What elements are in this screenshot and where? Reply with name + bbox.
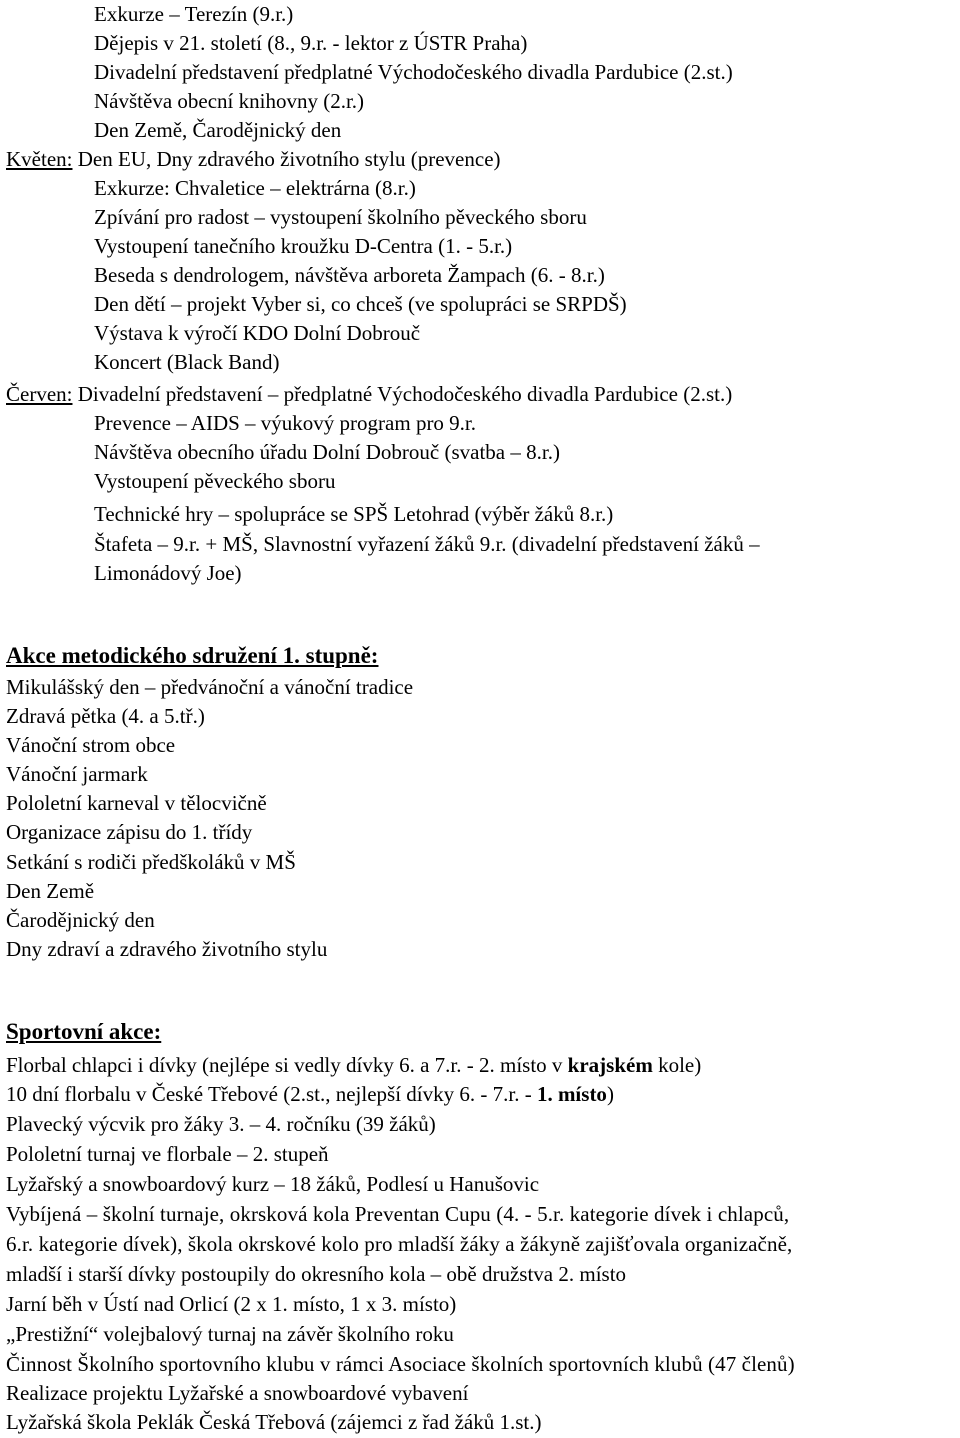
list-item: 6.r. kategorie dívek), škola okrskové kolo pro mladší žáky a žákyně zajišťovala organizačně, bbox=[6, 1232, 793, 1256]
program-line: Beseda s dendrologem, návštěva arboreta Žampach (6. - 8.r.) bbox=[94, 263, 605, 287]
program-line: Zpívání pro radost – vystoupení školního pěveckého sboru bbox=[94, 205, 587, 229]
list-item: Vánoční jarmark bbox=[6, 762, 148, 786]
program-line: Divadelní představení předplatné Východočeského divadla Pardubice (2.st.) bbox=[94, 60, 733, 84]
program-line: Den EU, Dny zdravého životního stylu (prevence) bbox=[72, 147, 501, 171]
list-item: Mikulášský den – předvánoční a vánoční tradice bbox=[6, 675, 414, 699]
list-item: mladší i starší dívky postoupily do okresního kola – obě družstva 2. místo bbox=[6, 1262, 627, 1286]
program-line: Výstava k výročí KDO Dolní Dobrouč bbox=[94, 321, 421, 345]
list-item bbox=[6, 1051, 701, 1080]
list-item: Den Země bbox=[6, 879, 95, 903]
list-item: Činnost Školního sportovního klubu v rámci Asociace školních sportovních klubů (47 členů) bbox=[6, 1352, 795, 1376]
list-item: Pololetní karneval v tělocvičně bbox=[6, 791, 267, 815]
list-item: Zdravá pětka (4. a 5.tř.) bbox=[6, 704, 205, 728]
program-line: Koncert (Black Band) bbox=[94, 350, 280, 374]
program-line: Technické hry – spolupráce se SPŠ Letohrad (výběr žáků 8.r.) bbox=[94, 502, 614, 526]
list-item bbox=[6, 1080, 614, 1109]
list-item: Dny zdraví a zdravého životního stylu bbox=[6, 937, 328, 961]
program-line: Návštěva obecní knihovny (2.r.) bbox=[94, 89, 365, 113]
program-line: Vystoupení pěveckého sboru bbox=[94, 469, 336, 493]
program-line: Den Země, Čarodějnický den bbox=[94, 118, 342, 142]
program-line: Prevence – AIDS – výukový program pro 9.r. bbox=[94, 411, 477, 435]
month-row-cerven bbox=[6, 380, 732, 409]
program-line: Vystoupení tanečního kroužku D-Centra (1. - 5.r.) bbox=[94, 234, 513, 258]
section-heading-sport: Sportovní akce: bbox=[6, 1019, 162, 1044]
list-item-text: 10 dní florbalu v České Třebové (2.st., nejlepší dívky 6. - 7.r. - bbox=[6, 1082, 537, 1106]
list-item-text: Florbal chlapci i dívky (nejlépe si vedly dívky 6. a 7.r. - 2. místo v bbox=[6, 1053, 568, 1077]
list-item: Vybíjená – školní turnaje, okrsková kola Preventan Cupu (4. - 5.r. kategorie dívek i chlapců, bbox=[6, 1202, 790, 1226]
list-item: Lyžařský a snowboardový kurz – 18 žáků, Podlesí u Hanušovic bbox=[6, 1172, 540, 1196]
program-line: Dějepis v 21. století (8., 9.r. - lektor z ÚSTR Praha) bbox=[94, 31, 528, 55]
list-item-text: kole) bbox=[652, 1053, 702, 1077]
month-label-cerven: Červen: bbox=[6, 382, 73, 406]
program-line: Štafeta – 9.r. + MŠ, Slavnostní vyřazení žáků 9.r. (divadelní představení žáků – bbox=[94, 532, 760, 556]
program-line: Exkurze: Chvaletice – elektrárna (8.r.) bbox=[94, 176, 416, 200]
list-item: Realizace projektu Lyžařské a snowboardové vybavení bbox=[6, 1381, 469, 1405]
program-line: Den dětí – projekt Vyber si, co chceš (ve spolupráci se SRPDŠ) bbox=[94, 292, 627, 316]
month-label-kveten: Květen: bbox=[6, 147, 73, 171]
list-item: „Prestižní“ volejbalový turnaj na závěr školního roku bbox=[6, 1322, 454, 1346]
program-line: Limonádový Joe) bbox=[94, 561, 242, 585]
list-item-emphasis: 1. místo bbox=[536, 1082, 607, 1106]
list-item: Jarní běh v Ústí nad Orlicí (2 x 1. místo, 1 x 3. místo) bbox=[6, 1292, 457, 1316]
list-item: Čarodějnický den bbox=[6, 908, 155, 932]
list-item: Organizace zápisu do 1. třídy bbox=[6, 820, 253, 844]
month-row-kveten bbox=[6, 145, 501, 174]
list-item: Pololetní turnaj ve florbale – 2. stupeň bbox=[6, 1142, 329, 1166]
list-item-text: ) bbox=[606, 1082, 614, 1106]
list-item: Setkání s rodiči předškoláků v MŠ bbox=[6, 850, 296, 874]
list-item: Plavecký výcvik pro žáky 3. – 4. ročníku (39 žáků) bbox=[6, 1112, 436, 1136]
program-line: Návštěva obecního úřadu Dolní Dobrouč (svatba – 8.r.) bbox=[94, 440, 560, 464]
list-item-emphasis: krajském bbox=[567, 1053, 653, 1077]
list-item: Vánoční strom obce bbox=[6, 733, 176, 757]
program-line: Divadelní představení – předplatné Východočeského divadla Pardubice (2.st.) bbox=[72, 382, 733, 406]
program-line: Exkurze – Terezín (9.r.) bbox=[94, 2, 294, 26]
section-heading-metodicke: Akce metodického sdružení 1. stupně: bbox=[6, 643, 379, 668]
list-item: Lyžařská škola Peklák Česká Třebová (zájemci z řad žáků 1.st.) bbox=[6, 1410, 542, 1434]
